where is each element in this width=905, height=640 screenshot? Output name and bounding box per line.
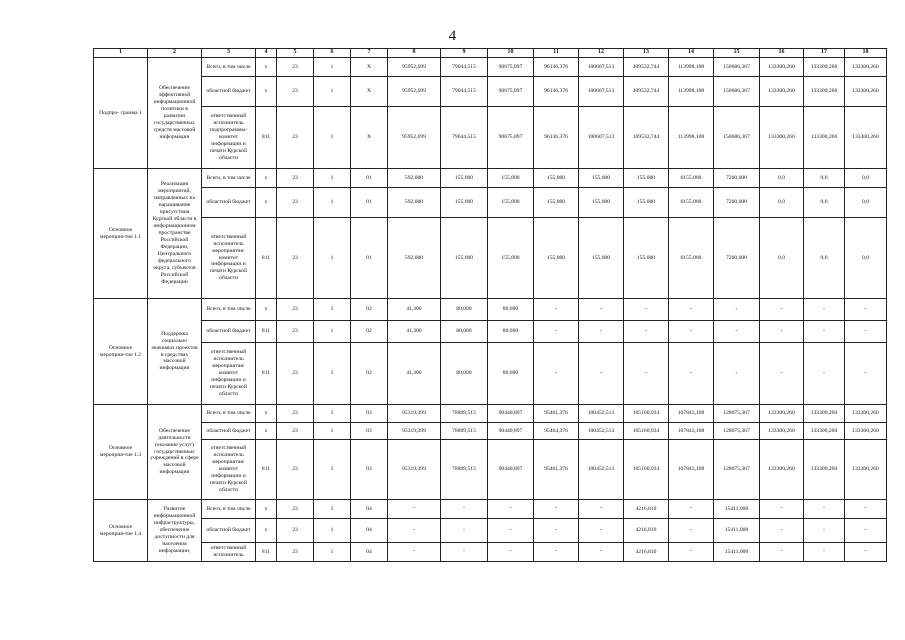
table-cell: 1 — [314, 405, 351, 423]
funding-source-label: Всего, в том числе — [202, 58, 256, 77]
table-row — [94, 169, 887, 188]
table-cell: 0,0 — [845, 169, 887, 188]
funding-source-label: ответственный исполнитель мероприятия-комитет информации и печати Курской области — [202, 218, 256, 299]
table-cell: 133300,260 — [845, 440, 887, 500]
table-cell: - — [760, 321, 804, 343]
table-cell: x — [256, 188, 277, 218]
table-cell: 811 — [256, 107, 277, 169]
table-cell: - — [488, 500, 534, 519]
table-cell: 107843,108 — [669, 440, 714, 500]
table-cell: 105160,934 — [624, 440, 669, 500]
table-cell: 1 — [314, 543, 351, 562]
table-cell: 79044,515 — [441, 107, 488, 169]
table-cell: 1 — [314, 188, 351, 218]
table-cell: 0,0 — [845, 188, 887, 218]
table-cell: - — [669, 321, 714, 343]
table-cell: - — [845, 343, 887, 405]
table-cell: - — [845, 543, 887, 562]
table-cell: 1 — [314, 519, 351, 543]
table-cell: 41,300 — [388, 321, 441, 343]
column-number: 14 — [669, 49, 714, 58]
table-cell: Х — [351, 107, 388, 169]
table-cell: 155,000 — [534, 188, 579, 218]
table-cell: - — [534, 500, 579, 519]
table-cell: 23 — [277, 405, 314, 423]
table-cell: - — [579, 543, 624, 562]
table-cell: 592,000 — [388, 218, 441, 299]
budget-table — [93, 48, 887, 562]
table-cell: 155,000 — [441, 188, 488, 218]
column-number: 9 — [441, 49, 488, 58]
funding-source-label: Всего, в том числе — [202, 405, 256, 423]
table-cell: 23 — [277, 218, 314, 299]
table-cell: 15411,000 — [714, 519, 760, 543]
table-cell: 811 — [256, 218, 277, 299]
table-cell: Х — [351, 58, 388, 77]
table-cell: 4216,810 — [624, 543, 669, 562]
program-description: Обеспечение эффективной информационной политики в развитии государственных средств массовой информации — [148, 58, 202, 169]
table-cell: 107843,108 — [669, 405, 714, 423]
table-cell: 95461,376 — [534, 405, 579, 423]
table-cell: - — [579, 519, 624, 543]
table-cell: 0,0 — [804, 188, 845, 218]
table-cell: - — [579, 343, 624, 405]
table-cell: 0,0 — [760, 218, 804, 299]
table-cell: 03 — [351, 440, 388, 500]
table-cell: - — [534, 519, 579, 543]
table-cell: 100452,513 — [579, 423, 624, 440]
funding-source-label: областной бюджет — [202, 188, 256, 218]
table-cell: - — [669, 299, 714, 321]
table-row — [94, 321, 887, 343]
table-cell: 23 — [277, 107, 314, 169]
table-cell: - — [579, 299, 624, 321]
table-cell: 90440,897 — [488, 405, 534, 423]
table-cell: 23 — [277, 519, 314, 543]
table-cell: 78809,515 — [441, 423, 488, 440]
table-cell: 133300,260 — [804, 405, 845, 423]
table-cell: 133300,260 — [845, 107, 887, 169]
table-cell: 02 — [351, 343, 388, 405]
table-cell: - — [624, 321, 669, 343]
table-cell: 23 — [277, 299, 314, 321]
table-cell: 133300,260 — [845, 58, 887, 77]
table-cell: 01 — [351, 218, 388, 299]
table-cell: - — [669, 343, 714, 405]
table-cell: 109532,744 — [624, 58, 669, 77]
funding-source-label: ответственный исполнитель подпрограммы-комитет информации и печати Курской области — [202, 107, 256, 169]
table-cell: 155,000 — [624, 218, 669, 299]
table-row — [94, 440, 887, 500]
table-cell: 133300,260 — [760, 423, 804, 440]
table-row — [94, 343, 887, 405]
column-number: 13 — [624, 49, 669, 58]
table-cell: 128075,367 — [714, 405, 760, 423]
table-cell: 133300,260 — [760, 58, 804, 77]
table-cell: 155,000 — [488, 218, 534, 299]
column-number: 15 — [714, 49, 760, 58]
table-cell: 113998,108 — [669, 58, 714, 77]
table-cell: - — [441, 543, 488, 562]
table-row — [94, 188, 887, 218]
column-number: 5 — [277, 49, 314, 58]
table-cell: 41,300 — [388, 299, 441, 321]
table-cell: 100452,513 — [579, 405, 624, 423]
table-cell: 100607,513 — [579, 58, 624, 77]
table-cell: 150686,367 — [714, 58, 760, 77]
table-cell: 23 — [277, 543, 314, 562]
table-cell: 80,000 — [441, 299, 488, 321]
table-cell: 1 — [314, 343, 351, 405]
table-cell: - — [624, 343, 669, 405]
table-cell: 109532,744 — [624, 107, 669, 169]
table-cell: 1 — [314, 218, 351, 299]
table-cell: - — [388, 500, 441, 519]
column-number: 4 — [256, 49, 277, 58]
funding-source-label: областной бюджет — [202, 321, 256, 343]
table-cell: 1 — [314, 58, 351, 77]
table-cell: 0,0 — [760, 169, 804, 188]
table-cell: - — [669, 500, 714, 519]
table-row — [94, 218, 887, 299]
program-name: Основное мероприя-тие 1.4 — [94, 500, 148, 562]
column-number: 6 — [314, 49, 351, 58]
table-cell: 133300,260 — [760, 405, 804, 423]
table-cell: 133300,260 — [760, 77, 804, 107]
funding-source-label: ответственный исполнитель — [202, 543, 256, 562]
program-description: Развитие информационной инфраструктуры, обеспечение доступности для населения информации, — [148, 500, 202, 562]
table-row — [94, 77, 887, 107]
table-cell: 811 — [256, 343, 277, 405]
program-name: Основное мероприя-тие 1.2 — [94, 299, 148, 405]
table-row — [94, 58, 887, 77]
table-cell: 133300,260 — [804, 440, 845, 500]
table-cell: 150686,367 — [714, 77, 760, 107]
table-cell: 15411,000 — [714, 543, 760, 562]
table-cell: 90440,897 — [488, 440, 534, 500]
table-cell: - — [534, 343, 579, 405]
table-cell: 04 — [351, 543, 388, 562]
table-cell: 155,000 — [624, 169, 669, 188]
table-cell: 04 — [351, 500, 388, 519]
table-cell: 105160,934 — [624, 405, 669, 423]
table-cell: 03 — [351, 405, 388, 423]
table-cell: - — [760, 500, 804, 519]
column-number: 16 — [760, 49, 804, 58]
column-number: 11 — [534, 49, 579, 58]
table-cell: 95319,399 — [388, 405, 441, 423]
table-cell: - — [441, 500, 488, 519]
table-cell: Х — [351, 77, 388, 107]
table-cell: 4216,810 — [624, 500, 669, 519]
table-cell: x — [256, 500, 277, 519]
table-row — [94, 405, 887, 423]
table-cell: 1 — [314, 77, 351, 107]
table-cell: 96136,376 — [534, 77, 579, 107]
table-cell: - — [579, 321, 624, 343]
table-cell: x — [256, 405, 277, 423]
table-cell: 100452,513 — [579, 440, 624, 500]
table-cell: 41,300 — [388, 343, 441, 405]
table-cell: 592,000 — [388, 188, 441, 218]
table-cell: 90675,897 — [488, 77, 534, 107]
table-cell: 155,000 — [579, 218, 624, 299]
table-cell: - — [845, 299, 887, 321]
table-cell: 7200,000 — [714, 218, 760, 299]
table-cell: 1 — [314, 423, 351, 440]
program-name: Основное мероприя-тие 1.1 — [94, 169, 148, 299]
funding-source-label: Всего, в том числе — [202, 299, 256, 321]
table-cell: 80,000 — [488, 321, 534, 343]
table-cell: 90675,897 — [488, 107, 534, 169]
table-cell: 80,000 — [488, 299, 534, 321]
table-cell: 23 — [277, 423, 314, 440]
table-cell: 1 — [314, 500, 351, 519]
table-cell: 155,000 — [579, 188, 624, 218]
table-cell: 811 — [256, 543, 277, 562]
table-cell: 155,000 — [534, 218, 579, 299]
table-cell: 95952,699 — [388, 58, 441, 77]
table-cell: 80,000 — [488, 343, 534, 405]
table-cell: 96136,376 — [534, 107, 579, 169]
table-cell: 1 — [314, 169, 351, 188]
table-cell: 95461,376 — [534, 440, 579, 500]
table-cell: - — [714, 343, 760, 405]
table-cell: - — [760, 299, 804, 321]
table-cell: 78809,515 — [441, 440, 488, 500]
table-cell: 100607,513 — [579, 107, 624, 169]
table-cell: 04 — [351, 519, 388, 543]
table-cell: x — [256, 58, 277, 77]
table-cell: 811 — [256, 321, 277, 343]
table-cell: - — [488, 519, 534, 543]
table-cell: x — [256, 169, 277, 188]
table-row — [94, 299, 887, 321]
table-cell: 155,000 — [579, 169, 624, 188]
table-cell: 96136,376 — [534, 58, 579, 77]
funding-source-label: областной бюджет — [202, 519, 256, 543]
table-cell: 107843,108 — [669, 423, 714, 440]
table-cell: 95464,376 — [534, 423, 579, 440]
table-cell: 03 — [351, 423, 388, 440]
table-cell: 133300,260 — [845, 405, 887, 423]
table-cell: 1 — [314, 299, 351, 321]
program-description: Поддержка социально значимых проектов в средствах массовой информации — [148, 299, 202, 405]
table-cell: 155,000 — [488, 188, 534, 218]
table-cell: 6155,000 — [669, 218, 714, 299]
table-cell: - — [714, 321, 760, 343]
table-cell: 133300,260 — [845, 77, 887, 107]
table-cell: - — [845, 500, 887, 519]
table-cell: 6155,000 — [669, 188, 714, 218]
table-cell: 23 — [277, 343, 314, 405]
table-cell: - — [388, 519, 441, 543]
table-cell: - — [845, 321, 887, 343]
program-description: Обеспечение деятельности (оказание услуг) государственных учреждений в сфере массовой информации — [148, 405, 202, 500]
table-cell: 1 — [314, 107, 351, 169]
table-cell: 128075,367 — [714, 440, 760, 500]
table-cell: 7200,000 — [714, 188, 760, 218]
table-cell: 1 — [314, 440, 351, 500]
table-cell: - — [804, 500, 845, 519]
table-cell: 133300,260 — [804, 77, 845, 107]
table-cell: 0,0 — [760, 188, 804, 218]
table-cell: - — [441, 519, 488, 543]
table-cell: - — [624, 299, 669, 321]
table-cell: 133300,260 — [845, 423, 887, 440]
program-name: Подпро- грамма 1 — [94, 58, 148, 169]
column-number: 17 — [804, 49, 845, 58]
table-cell: 113998,108 — [669, 77, 714, 107]
table-cell: 133300,260 — [760, 107, 804, 169]
column-number: 2 — [148, 49, 202, 58]
table-cell: 113998,108 — [669, 107, 714, 169]
column-number: 18 — [845, 49, 887, 58]
program-name: Основное мероприя-тие 1.3 — [94, 405, 148, 500]
table-cell: 155,000 — [441, 169, 488, 188]
table-cell: 01 — [351, 188, 388, 218]
table-cell: - — [669, 543, 714, 562]
table-cell: 592,000 — [388, 169, 441, 188]
table-cell: 133300,260 — [804, 107, 845, 169]
table-cell: - — [845, 519, 887, 543]
table-cell: 01 — [351, 169, 388, 188]
table-cell: 95952,699 — [388, 77, 441, 107]
table-cell: 80,000 — [441, 343, 488, 405]
table-cell: 02 — [351, 299, 388, 321]
column-number: 12 — [579, 49, 624, 58]
table-cell: 155,000 — [441, 218, 488, 299]
column-number: 1 — [94, 49, 148, 58]
table-cell: 23 — [277, 440, 314, 500]
table-cell: - — [488, 543, 534, 562]
table-cell: 105160,934 — [624, 423, 669, 440]
funding-source-label: Всего, в том числе — [202, 169, 256, 188]
table-cell: 155,000 — [624, 188, 669, 218]
funding-source-label: областной бюджет — [202, 423, 256, 440]
table-cell: 0,0 — [804, 169, 845, 188]
table-cell: 6155,000 — [669, 169, 714, 188]
table-cell: 155,000 — [488, 169, 534, 188]
table-cell: 80,000 — [441, 321, 488, 343]
program-description: Реализация мероприятий, направленных на наращивание присутствия Курской области в информационном пространстве Российской Федерации, Центрального федерального округа, субъектов Российской Федерации — [148, 169, 202, 299]
funding-source-label: ответственный исполнитель мероприятия-комитет информации и печати Курской области — [202, 343, 256, 405]
table-cell: 133300,260 — [804, 423, 845, 440]
table-cell: 23 — [277, 500, 314, 519]
column-number: 8 — [388, 49, 441, 58]
table-cell: 90675,897 — [488, 58, 534, 77]
table-cell: 95319,399 — [388, 440, 441, 500]
table-cell: - — [804, 519, 845, 543]
table-body — [94, 58, 887, 562]
table-cell: 95952,699 — [388, 107, 441, 169]
table-cell: 811 — [256, 440, 277, 500]
table-cell: 128075,367 — [714, 423, 760, 440]
funding-source-label: областной бюджет — [202, 77, 256, 107]
table-cell: 95319,399 — [388, 423, 441, 440]
table-cell: x — [256, 299, 277, 321]
table-cell: - — [714, 299, 760, 321]
table-cell: 0,0 — [804, 218, 845, 299]
table-cell: 15411,000 — [714, 500, 760, 519]
table-cell: - — [760, 519, 804, 543]
table-cell: - — [804, 299, 845, 321]
table-cell: 4216,810 — [624, 519, 669, 543]
table-cell: 7200,000 — [714, 169, 760, 188]
table-cell: 100607,513 — [579, 77, 624, 107]
table-cell: 79044,515 — [441, 77, 488, 107]
table-cell: - — [579, 500, 624, 519]
table-cell: 109532,744 — [624, 77, 669, 107]
header-row — [94, 49, 887, 58]
table-cell: - — [804, 343, 845, 405]
funding-source-label: ответственный исполнитель мероприятия-комитет информации и печати Курской области — [202, 440, 256, 500]
column-number: 7 — [351, 49, 388, 58]
table-cell: 150686,367 — [714, 107, 760, 169]
table-cell: - — [804, 321, 845, 343]
table-cell: - — [669, 519, 714, 543]
table-cell: - — [534, 299, 579, 321]
column-number: 3 — [202, 49, 256, 58]
table-row — [94, 423, 887, 440]
table-cell: 23 — [277, 58, 314, 77]
table-cell: 23 — [277, 77, 314, 107]
table-cell: x — [256, 77, 277, 107]
table-cell: 1 — [314, 321, 351, 343]
table-cell: 0,0 — [845, 218, 887, 299]
table-cell: - — [760, 343, 804, 405]
table-cell: 23 — [277, 188, 314, 218]
table-row — [94, 107, 887, 169]
table-cell: - — [804, 543, 845, 562]
table-cell: 23 — [277, 321, 314, 343]
table-row — [94, 543, 887, 562]
table-cell: - — [534, 543, 579, 562]
table-row — [94, 519, 887, 543]
table-cell: - — [388, 543, 441, 562]
column-number: 10 — [488, 49, 534, 58]
table-cell: - — [534, 321, 579, 343]
table-cell: 90440,897 — [488, 423, 534, 440]
table-cell: 133300,260 — [760, 440, 804, 500]
table-cell: 79044,515 — [441, 58, 488, 77]
table-row — [94, 500, 887, 519]
table-cell: - — [760, 543, 804, 562]
table-cell: 155,000 — [534, 169, 579, 188]
funding-source-label: Всего, в том числе — [202, 500, 256, 519]
table-cell: 133300,260 — [804, 58, 845, 77]
page-number: 4 — [448, 28, 457, 44]
table-cell: 78809,515 — [441, 405, 488, 423]
table-cell: 23 — [277, 169, 314, 188]
table-cell: 02 — [351, 321, 388, 343]
table-cell: x — [256, 423, 277, 440]
table-cell: x — [256, 519, 277, 543]
